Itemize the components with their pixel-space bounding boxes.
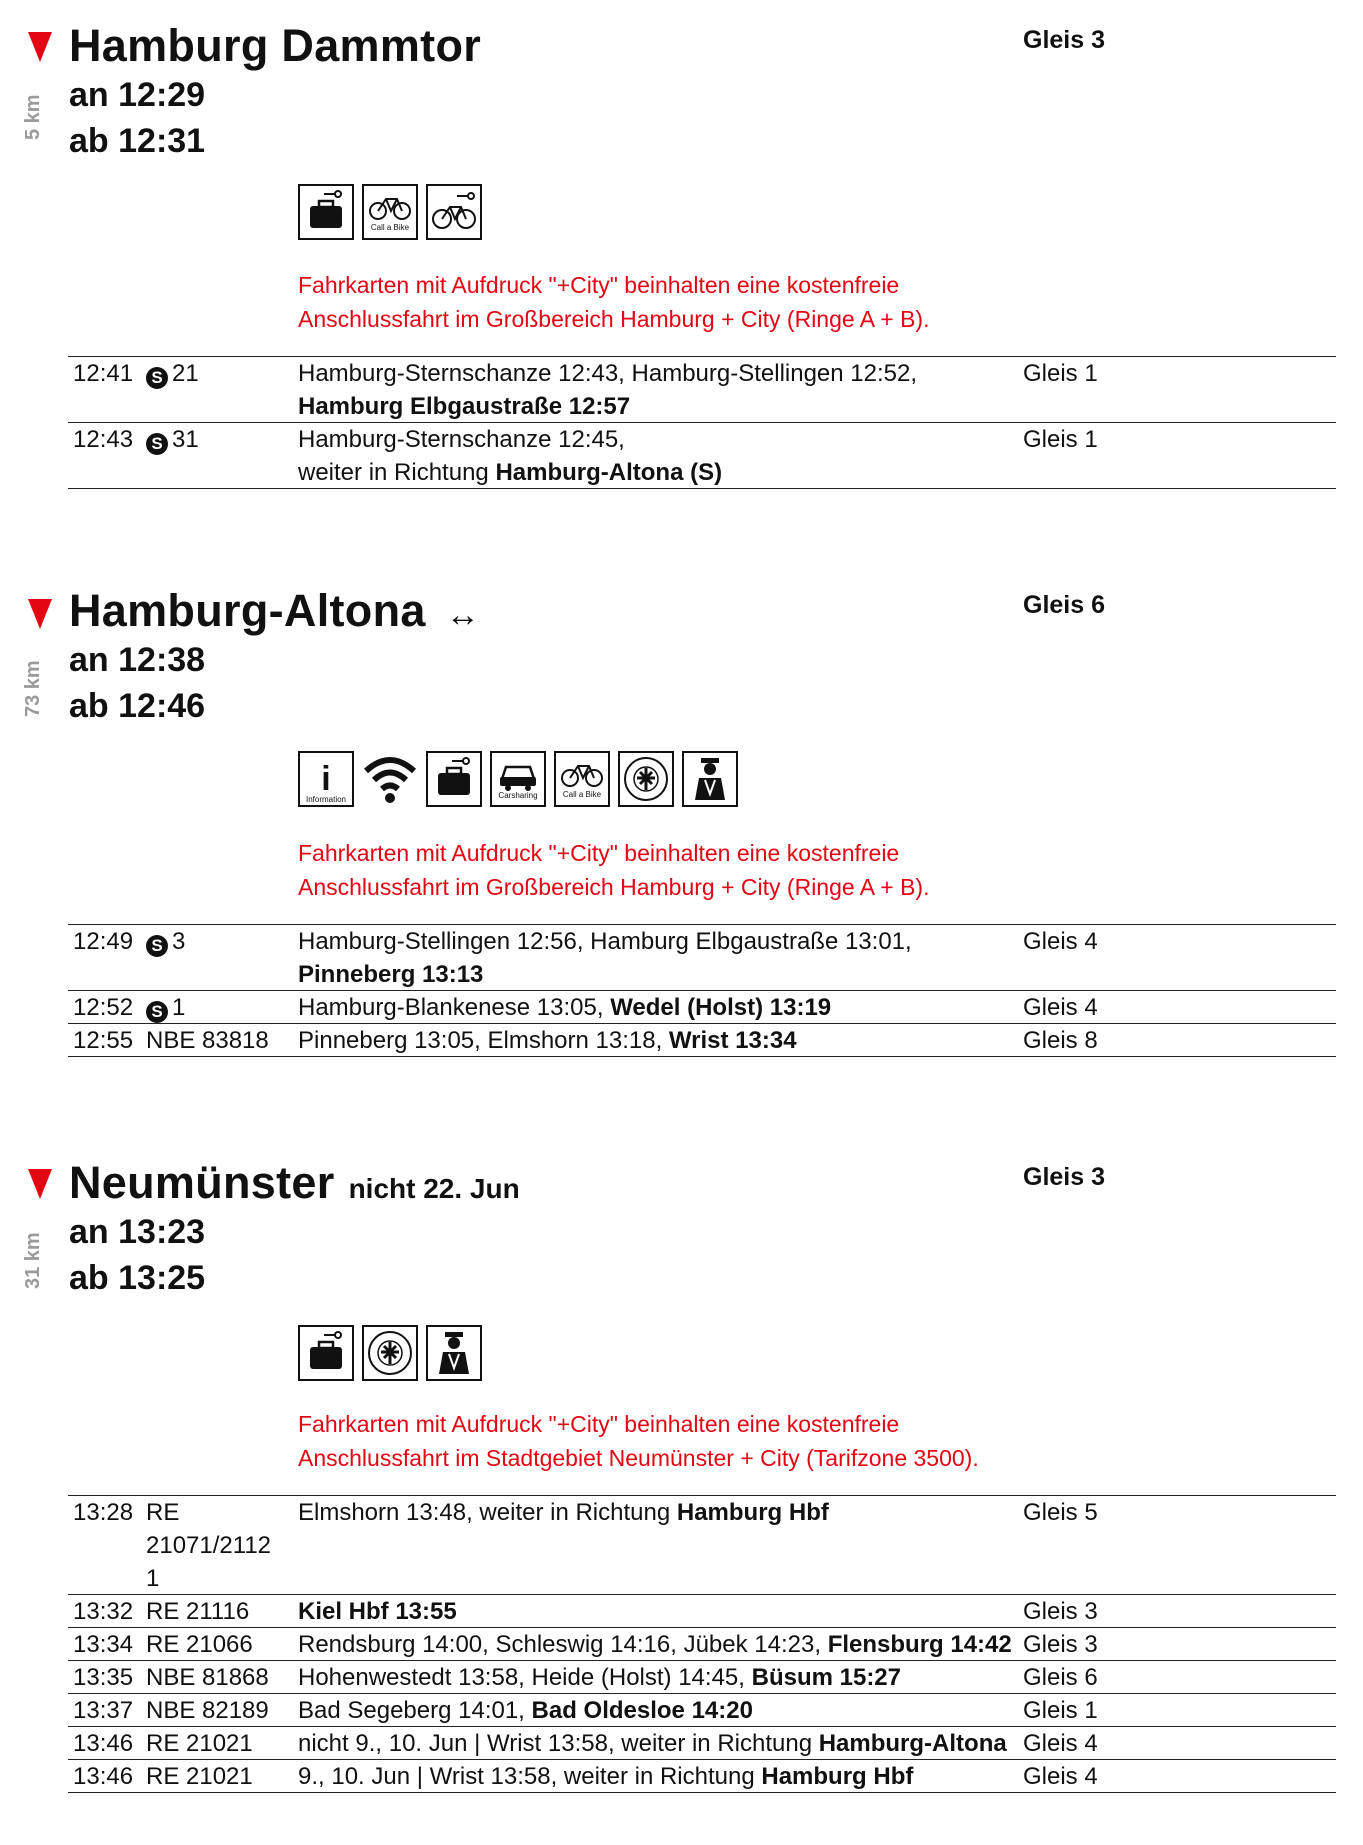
service-icons xyxy=(298,1325,482,1381)
via-stops: Hohenwestedt 13:58, Heide (Holst) 14:45, xyxy=(298,1664,752,1691)
service-staff-icon xyxy=(682,751,738,807)
stop-marker-icon xyxy=(28,32,52,62)
connection-platform: Gleis 4 xyxy=(1023,1730,1098,1757)
connection-platform: Gleis 3 xyxy=(1023,1598,1098,1625)
connection-platform: Gleis 4 xyxy=(1023,928,1098,955)
departure-time: ab 12:31 xyxy=(69,122,206,160)
connection-time: 13:28 xyxy=(73,1499,134,1526)
info-line: Anschlussfahrt im Großbereich Hamburg + City (Ringe A + B). xyxy=(298,306,930,332)
via-stops: nicht 9., 10. Jun | Wrist 13:58, weiter in Richtung xyxy=(298,1730,819,1757)
final-destination: Hamburg Hbf xyxy=(761,1763,914,1790)
via-stops: 9., 10. Jun | Wrist 13:58, weiter in Richtung xyxy=(298,1763,762,1790)
stop-name-text: Neumünster xyxy=(69,1157,335,1208)
connection-row xyxy=(68,1760,1336,1793)
connection-time: 13:35 xyxy=(73,1664,134,1691)
final-destination: Hamburg Hbf xyxy=(676,1499,829,1526)
distance-label: 31 km xyxy=(22,1232,44,1289)
connection-row xyxy=(68,1694,1336,1727)
connection-line xyxy=(146,357,286,390)
connection-time: 13:37 xyxy=(73,1697,134,1724)
stop-name xyxy=(69,1157,520,1209)
connection-time: 13:34 xyxy=(73,1631,134,1658)
call-a-bike-icon xyxy=(554,751,610,807)
carsharing-icon xyxy=(490,751,546,807)
connection-time: 12:49 xyxy=(73,928,134,955)
info-line: Fahrkarten mit Aufdruck "+City" beinhalten eine kostenfreie xyxy=(298,1411,900,1437)
via-stops: Hamburg-Sternschanze 12:45, weiter in Richtung xyxy=(298,426,625,486)
connection-row xyxy=(68,925,1336,991)
connection-line: RE 21071/2112 1 xyxy=(146,1499,272,1592)
via-stops: Bad Segeberg 14:01, xyxy=(298,1697,532,1724)
via-stops: Pinneberg 13:05, Elmshorn 13:18, xyxy=(298,1027,669,1054)
connection-row xyxy=(68,1661,1336,1694)
connection-destinations xyxy=(298,1595,1058,1629)
stop-name-text: Hamburg-Altona xyxy=(69,585,426,636)
distance-label: 73 km xyxy=(22,660,44,717)
connection-row xyxy=(68,1595,1336,1628)
bike-rental-icon xyxy=(426,184,482,240)
connection-row xyxy=(68,991,1336,1024)
connection-row xyxy=(68,423,1336,489)
connection-line: NBE 82189 xyxy=(146,1697,269,1724)
service-icons xyxy=(298,751,738,807)
call-a-bike-label: Call a Bike xyxy=(562,789,602,799)
connection-time: 12:43 xyxy=(73,426,134,453)
departure-time: ab 13:25 xyxy=(69,1259,206,1297)
info-line: Fahrkarten mit Aufdruck "+City" beinhalten eine kostenfreie xyxy=(298,272,900,298)
stop-platform: Gleis 3 xyxy=(1023,26,1105,54)
connection-line xyxy=(146,423,286,456)
line-number: 31 xyxy=(172,426,199,453)
connection-destinations xyxy=(298,423,1058,490)
stop-platform: Gleis 3 xyxy=(1023,1163,1105,1191)
connection-destinations xyxy=(298,991,1058,1025)
locker-icon xyxy=(298,184,354,240)
connection-destinations xyxy=(298,1661,1058,1695)
connection-time: 13:32 xyxy=(73,1598,134,1625)
arrival-time: an 12:29 xyxy=(69,76,206,114)
call-a-bike-icon xyxy=(362,184,418,240)
connection-line xyxy=(146,991,286,1024)
connection-time: 12:52 xyxy=(73,994,134,1021)
connection-platform: Gleis 4 xyxy=(1023,1763,1098,1790)
connection-time: 12:41 xyxy=(73,360,134,387)
arrival-time: an 13:23 xyxy=(69,1213,206,1251)
city-ticket-info xyxy=(298,1407,979,1475)
bidirectional-arrow-icon: ↔ xyxy=(445,596,480,634)
connection-platform: Gleis 6 xyxy=(1023,1664,1098,1691)
connection-row xyxy=(68,1628,1336,1661)
connection-time: 13:46 xyxy=(73,1730,134,1757)
via-stops: Hamburg-Sternschanze 12:43, Hamburg-Stellingen 12:52, xyxy=(298,360,918,387)
connection-platform: Gleis 1 xyxy=(1023,426,1098,453)
information-icon: i Information xyxy=(298,751,354,807)
final-destination: Hamburg-Altona (S) xyxy=(495,459,723,486)
via-stops: Elmshorn 13:48, weiter in Richtung xyxy=(298,1499,677,1526)
final-destination: Wrist 13:34 xyxy=(668,1027,797,1054)
sbahn-icon: S xyxy=(146,367,168,389)
carsharing-label: Carsharing xyxy=(498,790,538,800)
sbahn-icon: S xyxy=(146,935,168,957)
service-staff-icon xyxy=(426,1325,482,1381)
stop-note: nicht 22. Jun xyxy=(348,1173,520,1204)
call-a-bike-label: Call a Bike xyxy=(370,222,410,232)
via-stops: Rendsburg 14:00, Schleswig 14:16, Jübek 14:23, xyxy=(298,1631,828,1658)
final-destination: Büsum 15:27 xyxy=(751,1664,901,1691)
line-number: 1 xyxy=(172,994,186,1021)
stop-platform: Gleis 6 xyxy=(1023,591,1105,619)
stop-name xyxy=(69,20,481,72)
connection-platform: Gleis 3 xyxy=(1023,1631,1098,1658)
info-line: Anschlussfahrt im Stadtgebiet Neumünster + City (Tarifzone 3500). xyxy=(298,1445,979,1471)
info-line: Fahrkarten mit Aufdruck "+City" beinhalten eine kostenfreie xyxy=(298,840,900,866)
connection-row xyxy=(68,357,1336,423)
connection-destinations xyxy=(298,1496,1058,1530)
city-ticket-info xyxy=(298,836,929,904)
distance-label: 5 km xyxy=(22,94,44,140)
connection-destinations xyxy=(298,1727,1058,1761)
connection-platform: Gleis 5 xyxy=(1023,1499,1098,1526)
stop-name xyxy=(69,585,480,637)
info-line: Anschlussfahrt im Großbereich Hamburg + City (Ringe A + B). xyxy=(298,874,930,900)
connection-destinations xyxy=(298,1694,1058,1728)
via-stops: Hamburg-Blankenese 13:05, xyxy=(298,994,611,1021)
bahnhofsmission-icon xyxy=(618,751,674,807)
stop-name-text: Hamburg Dammtor xyxy=(69,20,482,71)
connection-line: RE 21116 xyxy=(146,1598,250,1625)
final-destination: Kiel Hbf 13:55 xyxy=(298,1598,457,1625)
connection-destinations xyxy=(298,1024,1058,1058)
connection-line: NBE 83818 xyxy=(146,1027,269,1054)
stop-marker-icon xyxy=(28,1169,52,1199)
connection-platform: Gleis 4 xyxy=(1023,994,1098,1021)
connection-row xyxy=(68,1496,1336,1595)
connection-platform: Gleis 1 xyxy=(1023,360,1098,387)
connection-line xyxy=(146,925,286,958)
final-destination: Bad Oldesloe 14:20 xyxy=(531,1697,753,1724)
information-label: Information xyxy=(305,795,347,804)
connection-line: RE 21021 xyxy=(146,1730,253,1757)
connection-row xyxy=(68,1727,1336,1760)
connection-destinations xyxy=(298,925,1058,992)
via-stops: Hamburg-Stellingen 12:56, Hamburg Elbgaustraße 13:01, xyxy=(298,928,912,955)
service-icons xyxy=(298,184,482,240)
final-destination: Pinneberg 13:13 xyxy=(298,961,484,988)
sbahn-icon: S xyxy=(146,433,168,455)
final-destination: Hamburg Elbgaustraße 12:57 xyxy=(298,393,631,420)
connections-table xyxy=(68,356,1336,489)
bahnhofsmission-icon xyxy=(362,1325,418,1381)
line-number: 3 xyxy=(172,928,186,955)
connections-table xyxy=(68,1495,1336,1793)
final-destination: Wedel (Holst) 13:19 xyxy=(610,994,832,1021)
connection-destinations xyxy=(298,1628,1058,1662)
wifi-icon xyxy=(362,751,418,807)
connection-platform: Gleis 1 xyxy=(1023,1697,1098,1724)
line-number: 21 xyxy=(172,360,199,387)
arrival-time: an 12:38 xyxy=(69,641,206,679)
connection-destinations xyxy=(298,357,1058,424)
connections-table xyxy=(68,924,1336,1057)
connection-platform: Gleis 8 xyxy=(1023,1027,1098,1054)
stop-marker-icon xyxy=(28,599,52,629)
locker-icon xyxy=(426,751,482,807)
connection-time: 13:46 xyxy=(73,1763,134,1790)
connection-line: RE 21066 xyxy=(146,1631,253,1658)
departure-time: ab 12:46 xyxy=(69,687,206,725)
connection-line: NBE 81868 xyxy=(146,1664,269,1691)
connection-time: 12:55 xyxy=(73,1027,134,1054)
final-destination: Flensburg 14:42 xyxy=(827,1631,1012,1658)
connection-destinations xyxy=(298,1760,1058,1794)
final-destination: Hamburg-Altona xyxy=(818,1730,1007,1757)
connection-row xyxy=(68,1024,1336,1057)
locker-icon xyxy=(298,1325,354,1381)
city-ticket-info xyxy=(298,268,929,336)
connection-line: RE 21021 xyxy=(146,1763,253,1790)
sbahn-icon: S xyxy=(146,1001,168,1023)
